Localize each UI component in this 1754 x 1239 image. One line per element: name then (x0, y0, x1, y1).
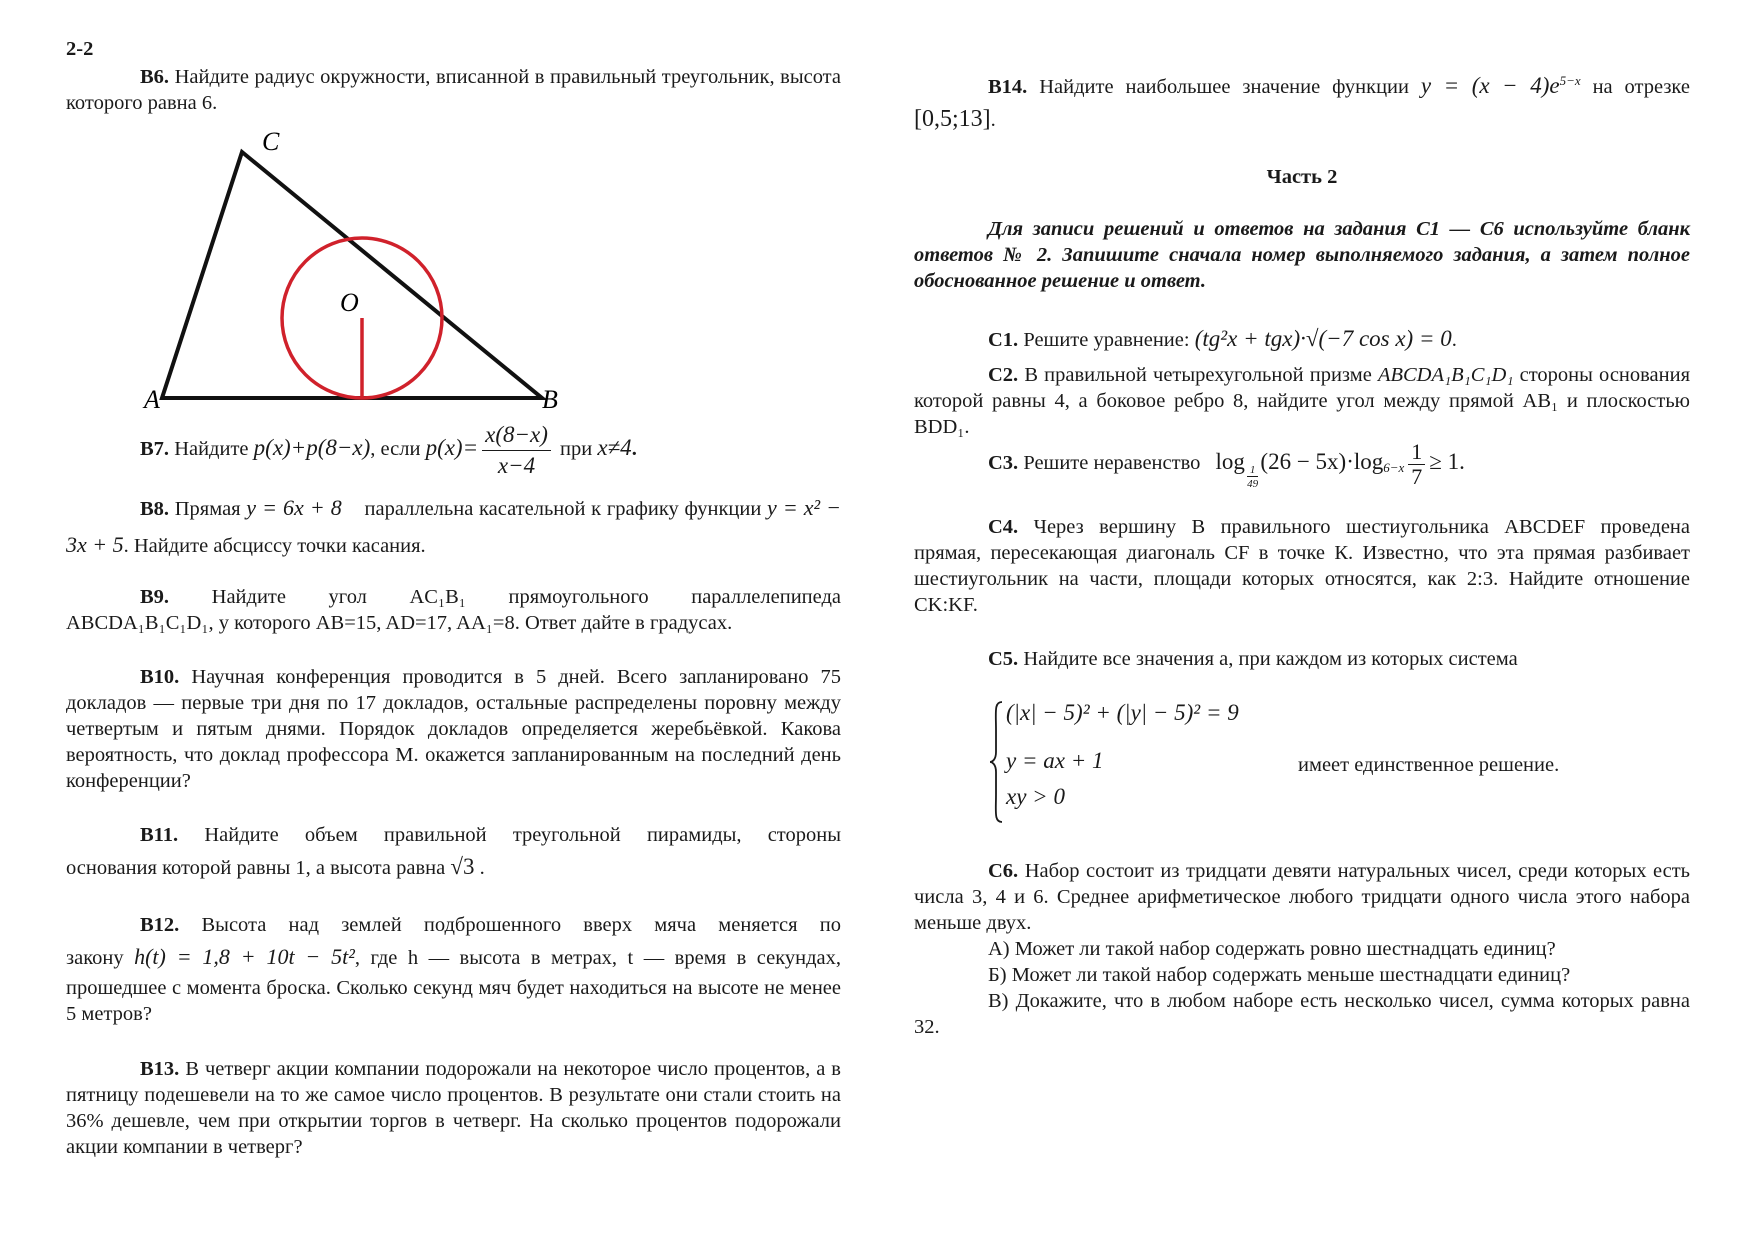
b11-sqrt: √3 (450, 854, 475, 879)
part-title: Часть 2 (1266, 166, 1338, 188)
c2-label: С2. (988, 364, 1019, 386)
b7-fraction (482, 420, 551, 481)
c4-text: Через вершину В правильного шестиугольника ABCDEF проведена прямая, пересекающая диагональ CF в точке К. Известно, что эта прямая разбивает шестиугольник на части, площади которых относятся, как 2:3. Найдите отношение CK:KF. (914, 516, 1690, 616)
b12-text2b: , где h — высота в метрах, t — время в секундах, (354, 947, 841, 969)
c3-rhs: ≥ 1. (1429, 449, 1465, 475)
c1-equation: (tg²x + tgx)·√(−7 cos x) = 0 (1194, 326, 1452, 351)
c2-prism: ABCDA₁B₁C₁D₁ (1377, 364, 1514, 386)
b12-label: B12. (140, 914, 180, 936)
c6-qc: В) Докажите, что в любом наборе есть несколько чисел, сумма которых равна 32. (914, 990, 1690, 1038)
b12-text1: Высота над землей подброшенного вверх мяча меняется по (201, 914, 841, 936)
b8-label: B8. (140, 498, 170, 520)
triangle-abc (162, 152, 542, 398)
b7-label: B7. (140, 438, 170, 461)
b7-cond: x≠4 (597, 435, 632, 461)
problem-b13 (66, 1056, 841, 1160)
b8-text2: . Найдите абсциссу точки касания. (123, 535, 426, 557)
b9-text1: Найдите угол AC₁B₁ прямоугольного параллелепипеда (211, 586, 841, 608)
problem-b10 (66, 664, 841, 794)
b7-numerator: x(8−x) (482, 420, 551, 451)
problem-c3 (988, 440, 1688, 491)
c6-text: Набор состоит из тридцати девяти натуральных чисел, среди которых есть числа 3, 4 и 6. Среднее арифметическое любого тридцати одного числа этого набора меньше двух. (914, 860, 1690, 934)
b12-text3: прошедшее с момента броска. Сколько секунд мяч будет находиться на высоте не менее 5 метров? (66, 977, 841, 1025)
problem-c4 (914, 514, 1690, 618)
b6-label: B6. (140, 66, 170, 88)
b10-text: Научная конференция проводится в 5 дней. Всего запланировано 75 докладов — первые три дня по 17 докладов, остальные распределены поровну между четвертым и пятым днями. Порядок докладов определяется жеребьёвкой. Какова вероятность, что доклад профессора М. окажется запланированным на последний день конференции? (66, 666, 841, 792)
problem-b14 (914, 68, 1690, 133)
problem-b12 (66, 912, 841, 1027)
problem-b7 (140, 420, 840, 481)
c5-eq1: (|x| − 5)² + (|y| − 5)² = 9 (1006, 700, 1239, 725)
c3-frac-num: 1 (1408, 440, 1425, 465)
b14-dot: . (990, 109, 996, 131)
c6-qa: А) Может ли такой набор содержать ровно шестнадцать единиц? (988, 938, 1556, 960)
b13-label: B13. (140, 1058, 180, 1080)
c3-fraction (1408, 440, 1425, 489)
b8-func: y = x² − 3x + 5 (66, 495, 841, 557)
b7-mid: , если (370, 438, 421, 461)
c3-text: Решите неравенство (1023, 452, 1201, 475)
c3-base1-num: 1 (1247, 464, 1259, 477)
c3-arg1: (26 − 5x)·log (1260, 449, 1384, 475)
b12-formula: h(t) = 1,8 + 10t − 5t² (134, 944, 355, 969)
b9-label: B9. (140, 586, 170, 608)
b14-label: B14. (988, 76, 1028, 98)
problem-b11 (66, 822, 841, 881)
b10-label: B10. (140, 666, 180, 688)
b11-end: . (479, 857, 485, 879)
c5-tail: имеет единственное решение. (1298, 754, 1560, 776)
label-b: B (542, 385, 558, 414)
problem-b9 (66, 584, 841, 636)
c1-label: С1. (988, 329, 1019, 351)
c5-text: Найдите все значения a, при каждом из которых система (1023, 648, 1518, 670)
problem-c1 (988, 326, 1688, 353)
c2-text1: В правильной четырехугольной призме (1024, 364, 1372, 386)
c3-frac-den: 7 (1411, 464, 1423, 489)
b11-label: B11. (140, 824, 179, 846)
b7-expr1: p(x)+p(8−x) (253, 435, 371, 461)
c3-label: С3. (988, 452, 1019, 475)
c1-dot: . (1451, 329, 1457, 351)
b7-pre: Найдите (174, 438, 249, 461)
label-a: A (144, 385, 160, 414)
b11-text1: Найдите объем правильной треугольной пирамиды, стороны (204, 824, 841, 846)
b11-text2: основания которой равны 1, а высота равна (66, 857, 446, 879)
b7-dot: . (631, 438, 637, 461)
c5-system (988, 696, 1688, 826)
c5-eq3: xy > 0 (1006, 784, 1065, 809)
b12-text2a: закону (66, 947, 124, 969)
problem-c2 (914, 362, 1690, 440)
problem-c5 (988, 646, 1688, 672)
c6-qb: Б) Может ли такой набор содержать меньше шестнадцати единиц? (988, 964, 1571, 986)
b14-func: y = (x − 4)e (1420, 73, 1560, 98)
c3-log1: log (1215, 449, 1245, 475)
c3-base1 (1247, 464, 1259, 491)
c3-base2: 6−x (1383, 460, 1405, 476)
b8-pre: Прямая (174, 498, 241, 520)
c3-base1-den: 49 (1247, 478, 1259, 491)
triangle-figure (140, 126, 580, 416)
b14-post: на отрезке (1592, 76, 1690, 98)
problem-c6 (914, 858, 1690, 1040)
b6-text: Найдите радиус окружности, вписанной в правильный треугольник, высота которого равна 6. (66, 66, 841, 114)
b9-text2: ABCDA₁B₁C₁D₁, у которого AB=15, AD=17, AA₁=8. Ответ дайте в градусах. (66, 612, 733, 634)
problem-b6 (66, 64, 841, 116)
b7-denominator: x−4 (497, 453, 536, 478)
c6-label: С6. (988, 860, 1019, 882)
b13-text: В четверг акции компании подорожали на некоторое число процентов, а в пятницу подешевели на то же самое число процентов. В результате они стали стоить на 36% дешевле, чем при открытии торгов в четверг. На сколько процентов подорожали акции компании в четверг? (66, 1058, 841, 1158)
page-label: 2-2 (66, 38, 94, 60)
instructions: Для записи решений и ответов на задания С1 — С6 используйте бланк ответов № 2. Запишите сначала номер выполняемого задания, а затем полное обоснованное решение и ответ. (914, 218, 1690, 292)
b7-post: при (560, 438, 593, 461)
c5-label: С5. (988, 648, 1019, 670)
c1-text: Решите уравнение: (1023, 329, 1190, 351)
b14-exp: 5−x (1559, 73, 1581, 88)
b7-expr2: p(x)= (425, 435, 479, 461)
c2-text2: стороны основания которой равны 4, а боковое ребро 8, найдите угол между прямой AB₁ и плоскостью BDD₁. (914, 364, 1691, 438)
label-c: C (262, 127, 280, 156)
system-brace (988, 700, 1004, 824)
b14-text: Найдите наибольшее значение функции (1039, 76, 1409, 98)
b14-interval: [0,5;13] (914, 106, 991, 132)
b8-line: y = 6x + 8 (246, 495, 342, 520)
c5-eq2: y = ax + 1 (1006, 748, 1104, 773)
label-o: O (340, 288, 359, 317)
problem-b8 (66, 490, 841, 564)
c4-label: С4. (988, 516, 1019, 538)
b8-text: параллельна касательной к графику функции (364, 498, 762, 520)
